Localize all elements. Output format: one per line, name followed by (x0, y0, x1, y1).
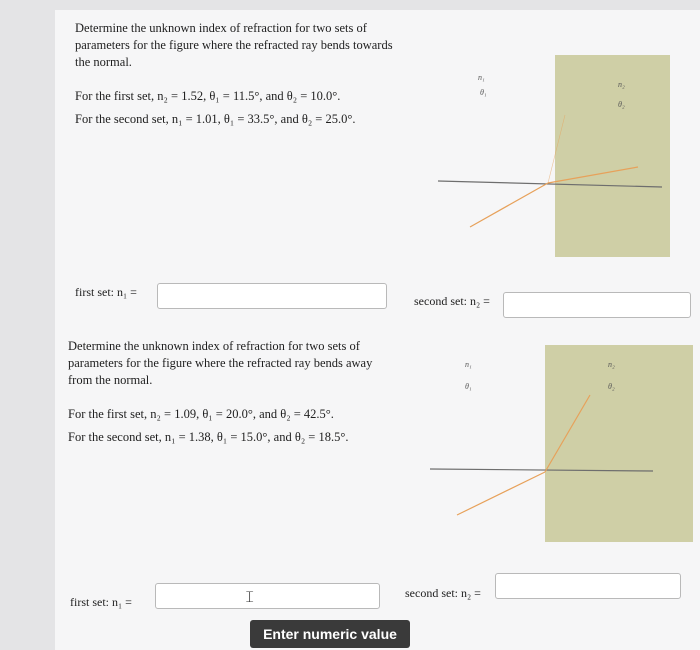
fig2-label-n1: n₁ (465, 360, 472, 369)
second-medium-region (545, 345, 693, 542)
q2-first-set-label: first set: n₁ = (70, 595, 132, 609)
q1-second-set-label: second set: n₂ = (414, 294, 490, 308)
question2-intro: Determine the unknown index of refraction for two sets of parameters for the figure where the refracted ray bends away from the normal. (68, 339, 373, 387)
q2-first-set-input[interactable] (155, 583, 380, 609)
fig1-label-n2: n₂ (618, 80, 625, 89)
question1-set2: For the second set, n₁ = 1.01, θ₁ = 33.5°, and θ₂ = 25.0°. (75, 112, 356, 126)
incident-ray (457, 472, 545, 515)
incident-ray (470, 183, 548, 227)
q1-second-set-input[interactable] (503, 292, 691, 318)
fig2-label-n2: n₂ (608, 360, 615, 369)
text-cursor-icon: 𝙸 (244, 587, 256, 606)
q1-first-set-label: first set: n₁ = (75, 285, 137, 299)
question2-set2: For the second set, n₁ = 1.38, θ₁ = 15.0°, and θ₂ = 18.5°. (68, 430, 349, 444)
fig2-label-theta1: θ₁ (465, 382, 472, 391)
second-medium-region (555, 55, 670, 257)
q2-second-set-label: second set: n₂ = (405, 586, 481, 600)
fig2-label-theta2: θ₂ (608, 382, 615, 391)
fig1-label-theta1: θ₁ (480, 88, 487, 97)
refraction-figure-2 (425, 345, 695, 545)
question1-intro: Determine the unknown index of refraction for two sets of parameters for the figure where the refracted ray bends towards the normal. (75, 21, 393, 69)
fig1-label-n1: n₁ (478, 73, 485, 82)
q2-second-set-input[interactable] (495, 573, 681, 599)
enter-numeric-value-tooltip: Enter numeric value (250, 620, 410, 648)
question1-text (75, 20, 395, 131)
refraction-figure-1 (430, 55, 670, 260)
question1-set1: For the first set, n₂ = 1.52, θ₁ = 11.5°, and θ₂ = 10.0°. (75, 89, 341, 103)
fig1-label-theta2: θ₂ (618, 100, 625, 109)
q1-first-set-input[interactable] (157, 283, 387, 309)
question2-set1: For the first set, n₂ = 1.09, θ₁ = 20.0°, and θ₂ = 42.5°. (68, 407, 334, 421)
question2-text (68, 338, 388, 449)
